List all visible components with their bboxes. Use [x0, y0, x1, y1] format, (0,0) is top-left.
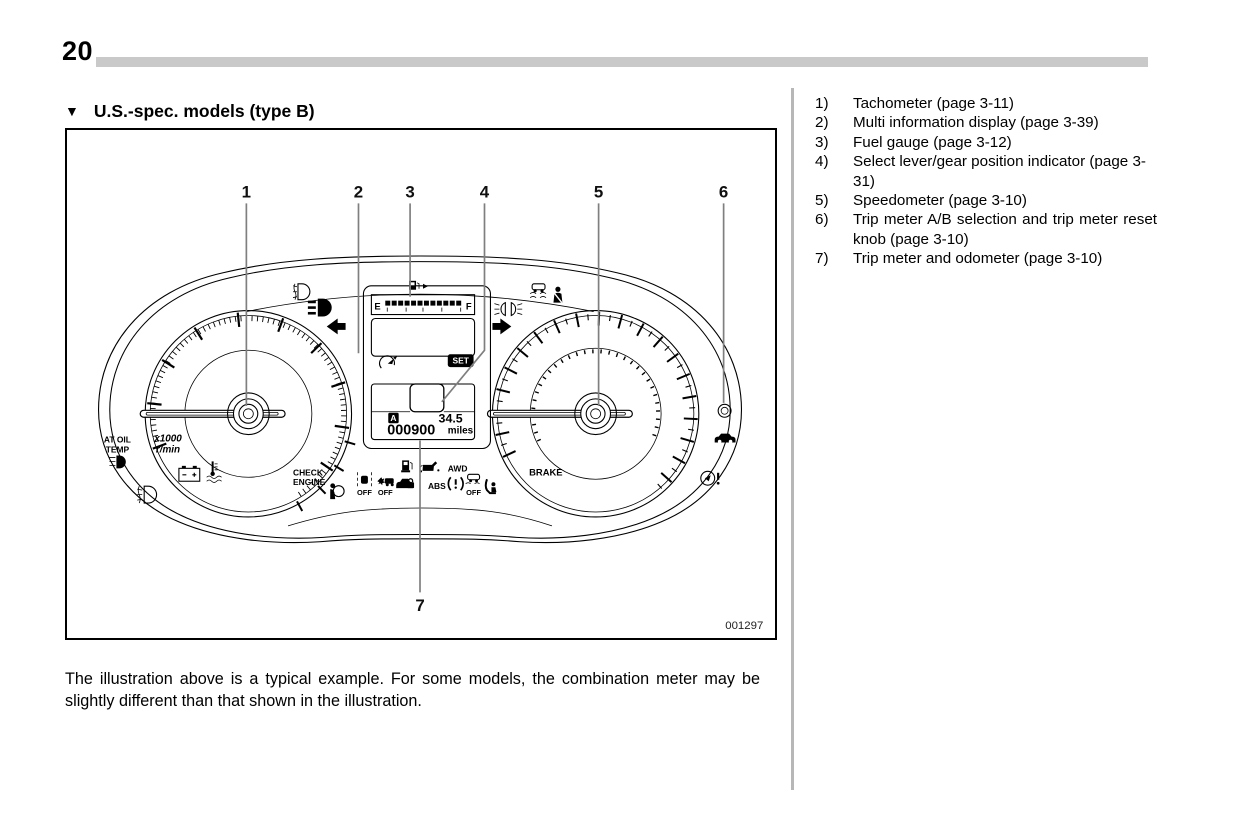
figure-box [65, 128, 777, 640]
parking-light-icon [494, 303, 522, 316]
vdc-indicator-icon [530, 284, 546, 298]
callout-leader-lines [246, 203, 723, 592]
precollision-off-icon [377, 477, 393, 486]
legend-item [815, 94, 1157, 113]
vdc-off-icon [466, 474, 480, 483]
legend-item [815, 133, 1157, 152]
legend-item [815, 210, 1157, 249]
trip-reset-knob [718, 404, 731, 417]
callout-1: 1 [241, 182, 252, 202]
battery-warning-icon [179, 466, 200, 481]
callout-7: 7 [415, 596, 425, 616]
legend-item [815, 152, 1157, 191]
rear-fog-icon [137, 486, 156, 503]
center-display-panel [363, 281, 490, 449]
callout-legend [815, 94, 1157, 269]
vdc-off-label: OFF [466, 488, 482, 498]
legend-item-number: 2) [815, 114, 829, 132]
turn-left-indicator-icon [327, 319, 346, 335]
section-heading [65, 101, 315, 122]
legend-item [815, 191, 1157, 210]
gear-position-box [410, 384, 444, 412]
at-oil-temp-label-line1: AT OIL [103, 434, 131, 445]
security-indicator-icon [715, 434, 736, 444]
airbag-warning-icon [330, 483, 344, 499]
trip-value: 34.5 [438, 411, 463, 426]
tpms-icon [448, 477, 463, 490]
fuel-segments [385, 301, 461, 306]
legend-item-text: Trip meter A/B selection and trip meter reset knob (page 3-10) [853, 211, 1157, 248]
fuel-empty-label: E [374, 300, 381, 312]
legend-item-number: 1) [815, 95, 829, 112]
tach-multiplier-label: x1000 [154, 433, 182, 445]
legend-item [815, 113, 1157, 132]
check-engine-label-line2: ENGINE [293, 477, 326, 488]
legend-item-number: 7) [815, 250, 829, 268]
multi-information-display [371, 319, 474, 357]
legend-item-text: Tachometer (page 3-11) [853, 95, 1014, 112]
legend-item-number: 6) [815, 211, 829, 229]
legend-item-text: Multi information display (page 3-39) [853, 114, 1099, 132]
lane-departure-off-label: OFF [357, 488, 372, 498]
odometer-value: 000900 [387, 422, 436, 439]
fuel-filler-side-icon [423, 284, 428, 289]
legend-item-text: Select lever/gear position indicator (page 3-31) [853, 153, 1146, 190]
legend-item-number: 3) [815, 133, 829, 151]
column-divider [791, 88, 794, 790]
turn-right-indicator-icon [492, 319, 511, 335]
callout-6: 6 [718, 182, 729, 202]
oil-pressure-icon [420, 461, 440, 472]
odometer-unit: miles [447, 425, 474, 437]
legend-item [815, 249, 1157, 268]
figure-code: 001297 [725, 620, 764, 633]
headlight-leveling-icon [109, 455, 125, 468]
low-fuel-icon [401, 460, 412, 472]
callout-3: 3 [405, 182, 415, 202]
legend-item-number: 5) [815, 192, 829, 210]
security-immobilizer-icon [396, 479, 414, 488]
lane-departure-off-icon [358, 472, 372, 486]
awd-label: AWD [447, 463, 468, 474]
coolant-temp-icon [207, 461, 222, 482]
callout-4: 4 [479, 182, 490, 202]
check-engine-label-line1: CHECK [293, 467, 323, 478]
legend-item-text: Fuel gauge (page 3-12) [853, 133, 1012, 151]
seatbelt-warning-icon [553, 287, 562, 303]
callout-2: 2 [353, 182, 364, 202]
section-title: U.S.-spec. models (type B) [93, 101, 315, 121]
legend-item-text: Speedometer (page 3-10) [853, 192, 1027, 210]
brake-label: BRAKE [529, 466, 563, 478]
set-badge-label: SET [452, 355, 469, 366]
page-number: 20 [62, 36, 94, 66]
high-beam-icon [308, 299, 332, 317]
abs-label: ABS [427, 481, 446, 492]
front-fog-icon [293, 284, 310, 300]
precollision-off-label: OFF [377, 488, 393, 498]
header-rule [96, 57, 1148, 67]
at-oil-temp-label-line2: TEMP [105, 444, 130, 455]
speedometer [487, 311, 698, 517]
tach-unit-label: r/min [155, 444, 181, 456]
legend-item-text: Trip meter and odometer (page 3-10) [853, 250, 1103, 268]
legend-item-number: 4) [815, 153, 829, 171]
trip-selector-label: A [390, 413, 397, 424]
figure-caption: The illustration above is a typical example. For some models, the combination meter may be slightly different than that shown in the illustration. [65, 670, 760, 710]
fuel-full-label: F [465, 300, 472, 312]
cruise-control-icon [380, 356, 398, 368]
passenger-airbag-icon [486, 479, 497, 493]
odometer-panel [371, 384, 474, 440]
section-marker-icon: ▼ [65, 102, 79, 119]
callout-5: 5 [593, 182, 604, 202]
combination-meter-figure [67, 130, 775, 638]
